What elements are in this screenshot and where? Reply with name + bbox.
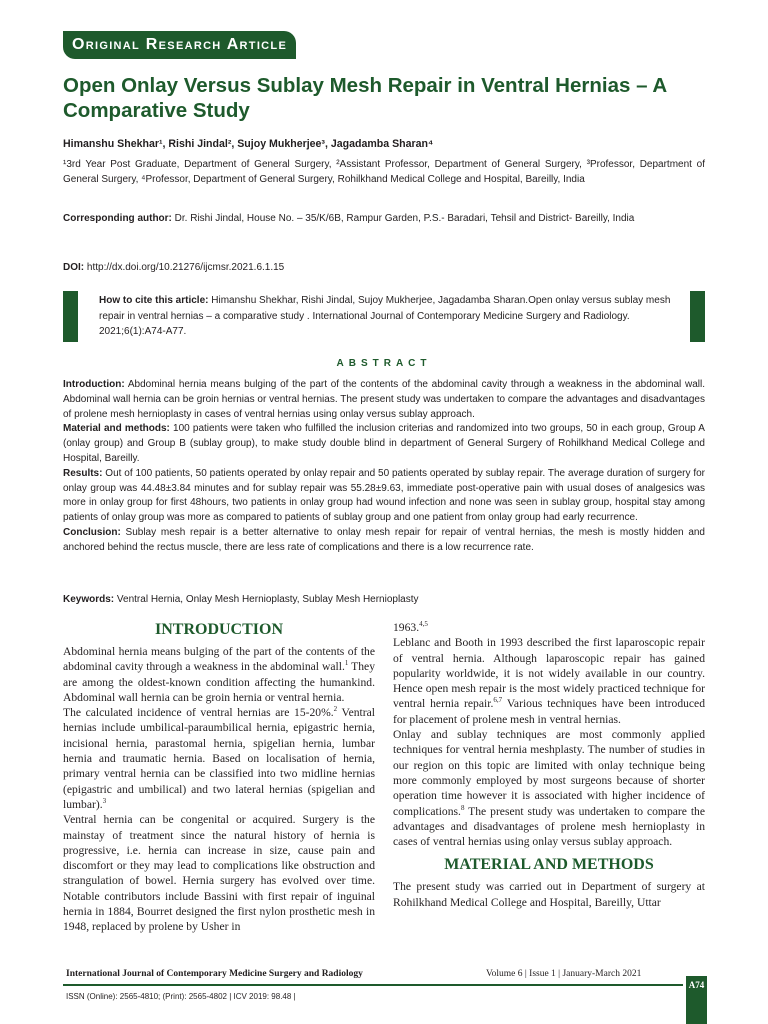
abstract-results-label: Results:: [63, 467, 103, 479]
citation-body: Himanshu Shekhar, Rishi Jindal, Sujoy Mukherjee, Jagadamba Sharan.Open onlay versus sublay mesh repair in ventral hernias – a comparative study . International Journal of Contemporary Medicine Surgery and Radiology. 2021;6(1):A74-A77.: [99, 295, 671, 337]
doi-line: [63, 260, 705, 275]
body-column-left: [63, 620, 375, 935]
keywords-label: Keywords:: [63, 594, 115, 605]
citation-ref: 8: [460, 803, 465, 812]
corresponding-label: Corresponding author:: [63, 213, 172, 224]
keywords: [63, 594, 419, 605]
affiliations: ¹3rd Year Post Graduate, Department of General Surgery, ²Assistant Professor, Department of General Surgery, ³Professor, Department of General Surgery, ⁴Professor, Department of General Surgery, Rohilkhand Medical College and Hospital, Bareilly, India: [63, 159, 705, 185]
abstract-introduction: [63, 378, 705, 422]
abstract-conclusion: [63, 526, 705, 556]
abstract-heading: ABSTRACT: [336, 358, 432, 369]
paragraph-text: Ventral hernias include umbilical-paraumbilical hernia, epigastric hernia, incisional hernia, parastomal hernia, spigelian hernia, lumbar hernia and traumatic hernia. Based on localisation of hernia, primary ventral hernia can be classified into two midline hernias (epigastric and umbilical) and two lateral hernias (spigelian and lumbar).: [63, 706, 375, 811]
paragraph-text: The calculated incidence of ventral hernias are 15-20%.: [63, 706, 334, 720]
citation-ref: 2: [333, 705, 338, 714]
article-title: Open Onlay Versus Sublay Mesh Repair in Ventral Hernias – A Comparative Study: [63, 74, 667, 122]
footer-divider: [63, 984, 683, 986]
introduction-heading: INTRODUCTION: [154, 621, 283, 638]
methods-heading: MATERIAL AND METHODS: [444, 856, 654, 874]
paragraph: [63, 705, 375, 812]
abstract-conclusion-text: Sublay mesh repair is a better alternative to onlay mesh repair for repair of ventral hernias, the mesh is mostly hidden and anchored behind the rectus muscle, there are less rate of complications and there is a low recurrence rate.: [63, 526, 705, 553]
abstract-conclusion-label: Conclusion:: [63, 526, 121, 538]
paragraph-text: Leblanc and Booth in 1993 described the first laparoscopic repair of ventral hernia. Although laparoscopic repair has gained popularity worldwide, it is not widely available in our country. Hence open mesh repair is the most widely practiced technique for ventral hernia repair.: [393, 636, 705, 711]
paragraph: Ventral hernia can be congenital or acquired. Surgery is the mainstay of treatment since the natural history of hernia is progressive, i.e. hernia can increase in size, cause pain and discomfort or they may lead to complications like obstruction and strangulation of bowel. Hernia surgery has evolved over time. Notable contributors include Bassini with first repair of inguinal hernia in 1884, Bourret designed the first nylon prosthetic mesh in 1948, replaced by prolene by Usher in: [63, 813, 375, 934]
paragraph-text: Onlay and sublay techniques are most commonly applied techniques for ventral hernia meshplasty. The number of studies in our region on this topic are limited with onlay technique being more commonly employed by most surgeons because of shorter operation time however it is associated with higher incidence of complications.: [393, 728, 705, 818]
corresponding-author: [63, 211, 705, 226]
body-column-right: [393, 620, 705, 910]
citation-text: [99, 293, 671, 340]
abstract-results: [63, 467, 705, 526]
paragraph-text: 1963.: [393, 621, 420, 634]
paragraph-text: They are among the oldest-known condition affecting the humankind. Abdominal wall hernia can be groin hernia or ventral hernia.: [63, 660, 376, 704]
doi-link[interactable]: http://dx.doi.org/10.21276/ijcmsr.2021.6.1.15: [84, 262, 285, 273]
paragraph: [63, 644, 375, 705]
paragraph-text: The present study was undertaken to compare the advantages and disadvantages of prolene mesh hernioplasty in cases of ventral hernias using onlay versus sublay approach.: [393, 804, 705, 849]
citation-label: How to cite this article:: [99, 295, 209, 306]
citation-bar-left: [63, 291, 78, 342]
abstract-methods: [63, 422, 705, 466]
corresponding-text: Dr. Rishi Jindal, House No. – 35/K/6B, Rampur Garden, P.S.- Baradari, Tehsil and District- Bareilly, India: [171, 213, 635, 224]
abstract-intro-label: Introduction:: [63, 379, 125, 390]
citation-ref: 6,7: [493, 696, 503, 705]
citation-ref: 4,5: [419, 620, 428, 629]
abstract-intro-text: Abdominal hernia means bulging of the part of the contents of the abdominal cavity through a weakness in the abdominal wall. Abdominal wall hernia can be groin hernias or ventral hernias. The present study was undertaken to compare the advantages and disadvantages of prolene mesh hernioplasty in cases of ventral hernias using onlay versus sublay approach.: [63, 379, 705, 420]
paragraph: [393, 620, 705, 635]
article-type-badge: Original Research Article: [63, 31, 296, 59]
footer-volume: Volume 6 | Issue 1 | January-March 2021: [486, 969, 642, 979]
paragraph-text: Various techniques have been introduced for placement of prolene mesh in ventral hernias.: [393, 697, 705, 726]
page-number: A74: [686, 976, 707, 1024]
paragraph-text: Abdominal hernia means bulging of the part of the contents of the abdominal cavity through a weakness in the abdominal wall.: [63, 645, 375, 674]
author-list: Himanshu Shekhar¹, Rishi Jindal², Sujoy Mukherjee³, Jagadamba Sharan⁴: [63, 138, 434, 150]
citation-box: [63, 291, 705, 342]
abstract-results-text: Out of 100 patients, 50 patients operated by onlay repair and 50 patients operated by sublay repair. The average duration of surgery for onlay group was 44.48±3.84 minutes and for sublay repair was 55.28±9.63, immediate post-operative pain with usual doses of analgesics was more in onlay group for first 48hours, two patients in onlay group had wound infection and none was seen in sublay group, hospital stay among patients of onlay group was more as compared to patients of sublay group and one patient from onlay group had early recurrence.: [63, 467, 705, 524]
abstract-methods-label: Material and methods:: [63, 423, 170, 435]
abstract-body: [63, 378, 705, 556]
paragraph: The present study was carried out in Department of surgery at Rohilkhand Medical College and Hospital, Bareilly, Uttar: [393, 880, 705, 909]
keywords-text: Ventral Hernia, Onlay Mesh Hernioplasty, Sublay Mesh Hernioplasty: [114, 594, 419, 605]
footer-issn: ISSN (Online): 2565-4810; (Print): 2565-4802 | ICV 2019: 98.48 |: [66, 992, 296, 1001]
paragraph: [393, 727, 705, 849]
citation-ref: 1: [344, 659, 349, 668]
citation-ref: 3: [102, 797, 107, 806]
abstract-methods-text: 100 patients were taken who fulfilled the inclusion criterias and randomized into two groups, 50 in each group, Group A (onlay group) and Group B (sublay group), to make study double blind in department of General Surgery of Rohilkhand Medical College and Hospital, Bareilly.: [63, 423, 705, 464]
footer-journal-name: International Journal of Contemporary Medicine Surgery and Radiology: [66, 969, 363, 979]
citation-bar-right: [690, 291, 705, 342]
doi-label: DOI:: [63, 262, 85, 273]
paragraph: [393, 635, 705, 727]
